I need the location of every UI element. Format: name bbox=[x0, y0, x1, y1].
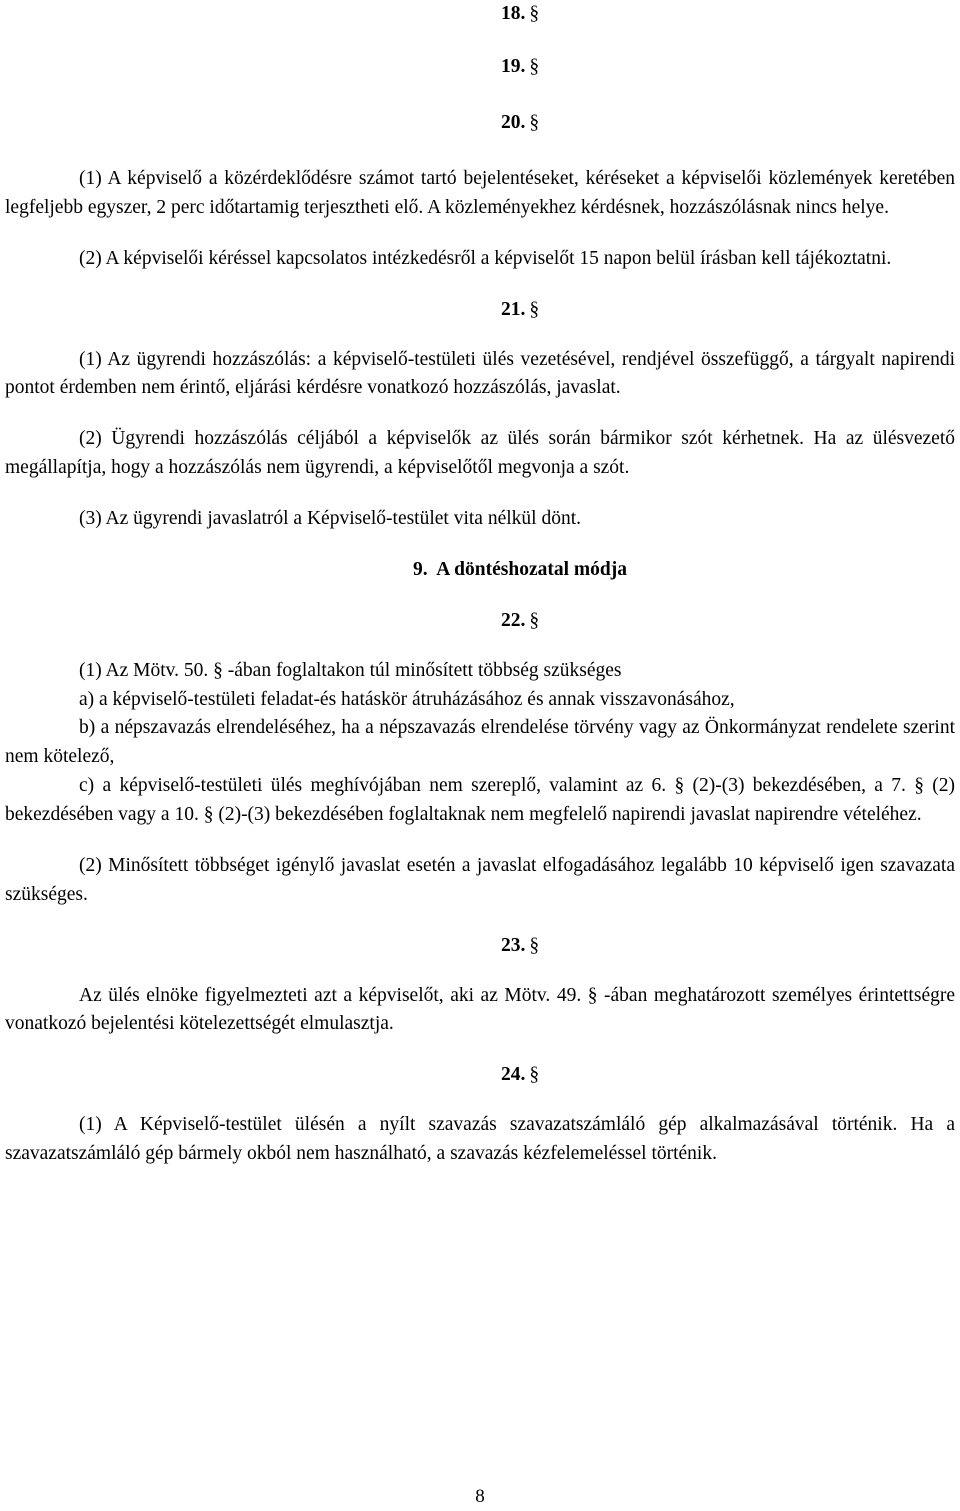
section-19-heading bbox=[5, 53, 955, 81]
section-23-heading bbox=[5, 932, 955, 960]
section-23-para-1: Az ülés elnöke figyelmezteti azt a képviselőt, aki az Mötv. 49. § -ában meghatározott személyes érintettségre vonatkozó bejelentési kötelezettségét elmulasztja. bbox=[5, 984, 955, 1035]
section-number: 20. bbox=[500, 112, 526, 133]
section-number: 23. bbox=[500, 934, 526, 956]
section-number: 22. bbox=[500, 609, 526, 631]
section-20-heading bbox=[5, 109, 955, 137]
section-18-heading bbox=[5, 0, 955, 25]
section-24-heading bbox=[5, 1061, 955, 1089]
section-number: 19. bbox=[500, 56, 526, 77]
paragraph-symbol: § bbox=[529, 3, 540, 24]
section-21-para-3: (3) Az ügyrendi javaslatról a Képviselő-testület vita nélkül dönt. bbox=[79, 508, 581, 530]
section-number: 21. bbox=[500, 298, 526, 320]
section-21-para-2: (2) Ügyrendi hozzászólás céljából a képviselők az ülés során bármikor szót kérhetnek. Ha az ülésvezető megállapítja, hogy a hozzászólás nem ügyrendi, a képviselőtől megvonja a szót. bbox=[5, 428, 955, 479]
section-20-para-2: (2) A képviselői kéréssel kapcsolatos intézkedésről a képviselőt 15 napon belül írásban kell tájékoztatni. bbox=[79, 247, 892, 269]
section-22-para-2: (2) Minősített többséget igénylő javaslat esetén a javaslat elfogadásához legalább 10 képviselő igen szavazata szükséges. bbox=[5, 854, 955, 905]
section-21-para-1: (1) Az ügyrendi hozzászólás: a képviselő-testületi ülés vezetésével, rendjével összefüggő, a tárgyalt napirendi pontot érdemben nem érintő, eljárási kérdésre vonatkozó hozzászólás, javaslat. bbox=[5, 348, 955, 399]
section-21-heading bbox=[5, 296, 955, 324]
document-page bbox=[5, 0, 955, 1169]
paragraph-symbol: § bbox=[529, 1064, 540, 1086]
section-number: 18. bbox=[500, 3, 526, 24]
chapter-heading: 9. A döntéshozatal módja bbox=[413, 558, 627, 580]
section-22-heading bbox=[5, 607, 955, 635]
paragraph-symbol: § bbox=[529, 56, 540, 77]
section-24-para-1: (1) A Képviselő-testület ülésén a nyílt szavazás szavazatszámláló gép alkalmazásával történik. Ha a szavazatszámláló gép bármely okból nem használható, a szavazás kézfelemeléssel történik. bbox=[5, 1114, 955, 1165]
section-22-point-a: a) a képviselő-testületi feladat-és hatáskör átruházásához és annak visszavonásához, bbox=[79, 688, 735, 710]
section-22-point-c: c) a képviselő-testületi ülés meghívójában nem szereplő, valamint az 6. § (2)-(3) bekezdésében, a 7. § (2) bekezdésében vagy a 10. § (2)-(3) bekezdésében foglaltaknak nem megfelelő napirendi javaslat napirendre vételéhez. bbox=[5, 775, 955, 826]
section-22-point-b: b) a népszavazás elrendeléséhez, ha a népszavazás elrendelése törvény vagy az Önkormányzat rendelete szerint nem kötelező, bbox=[5, 717, 955, 768]
paragraph-symbol: § bbox=[529, 298, 540, 320]
section-20-para-1: (1) A képviselő a közérdeklődésre számot tartó bejelentéseket, kéréseket a képviselői közlemények keretében legfeljebb egyszer, 2 perc időtartamig terjesztheti elő. A közleményekhez kérdésnek, hozzászólásnak nincs helye. bbox=[5, 168, 955, 218]
page-number: 8 bbox=[475, 1486, 485, 1507]
paragraph-symbol: § bbox=[529, 112, 540, 133]
section-22-para-1: (1) Az Mötv. 50. § -ában foglaltakon túl minősített többség szükséges bbox=[79, 659, 622, 681]
paragraph-symbol: § bbox=[529, 609, 540, 631]
paragraph-symbol: § bbox=[529, 934, 540, 956]
section-number: 24. bbox=[500, 1064, 526, 1086]
